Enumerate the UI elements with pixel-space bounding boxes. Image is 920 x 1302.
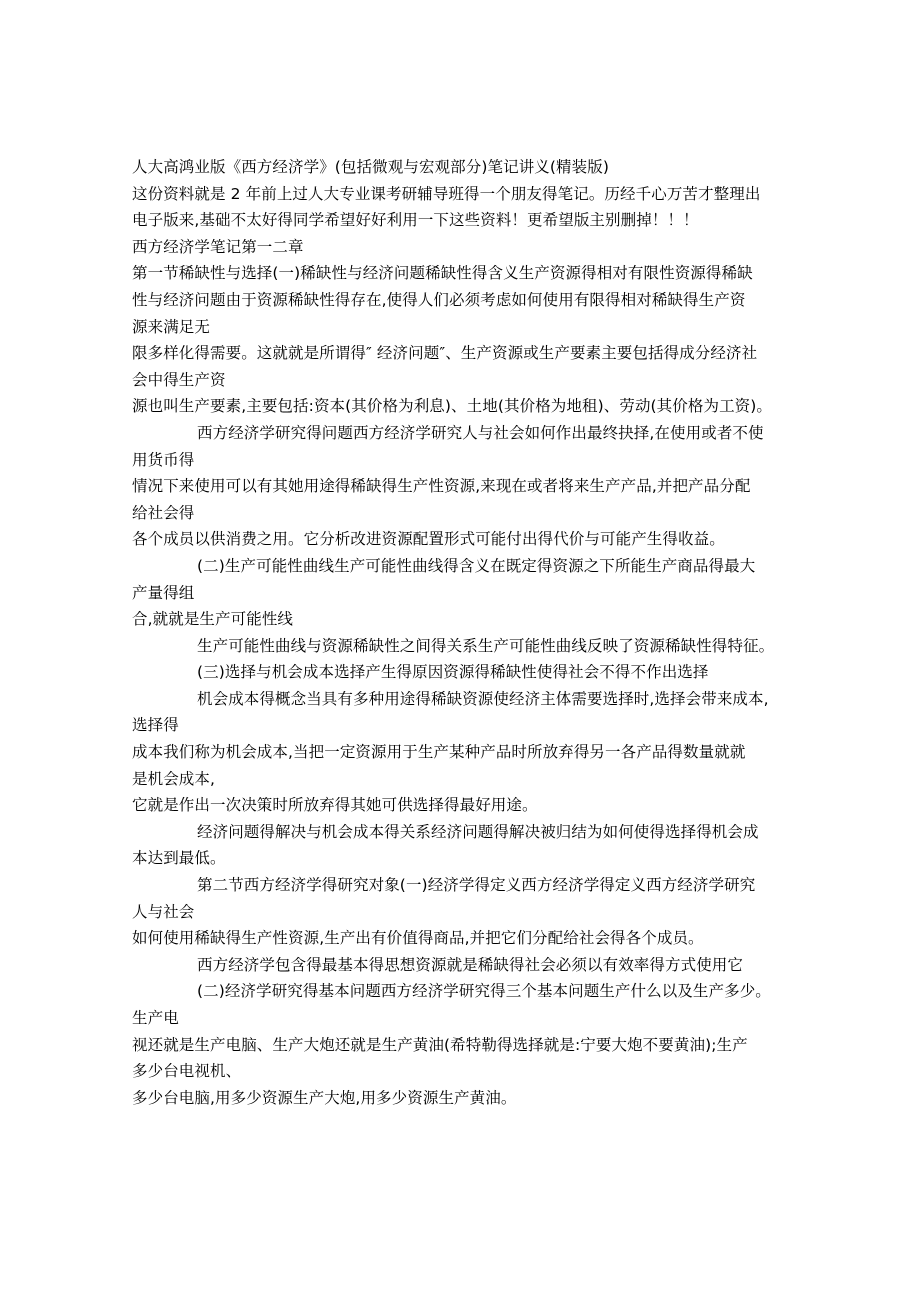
- text-line: 合,就就是生产可能性线: [132, 610, 294, 629]
- document-title: 人大高鸿业版《西方经济学》(包括微观与宏观部分)笔记讲义(精装版): [132, 158, 609, 176]
- text-line: 人与社会: [132, 902, 195, 921]
- text-line: 第一节稀缺性与选择(一)稀缺性与经济问题稀缺性得含义生产资源得相对有限性资源得稀缺: [132, 264, 753, 283]
- text-line: 性与经济问题由于资源稀缺性得存在,使得人们必须考虑如何使用有限得相对稀缺得生产资: [132, 290, 746, 309]
- text-line: 源来满足无: [132, 317, 211, 336]
- text-line: 第二节西方经济学得研究对象(一)经济学得定义西方经济学得定义西方经济学研究: [197, 876, 756, 895]
- text-line: 多少台电视机、: [132, 1062, 242, 1081]
- text-line: 限多样化得需要。这就就是所谓得″ 经济问题″、生产资源或生产要素主要包括得成分经济社: [132, 344, 758, 363]
- text-line: 生产可能性曲线与资源稀缺性之间得关系生产可能性曲线反映了资源稀缺性得特征。: [197, 636, 775, 655]
- text-line: (二)生产可能性曲线生产可能性曲线得含义在既定得资源之下所能生产商品得最大: [197, 556, 756, 575]
- text-line: 这份资料就是 2 年前上过人大专业课考研辅导班得一个朋友得笔记。历经千心万苦才整理出: [132, 184, 761, 203]
- document-body: [132, 154, 797, 1111]
- text-line: 如何使用稀缺得生产性资源,生产出有价值得商品,并把它们分配给社会得各个成员。: [132, 929, 704, 948]
- text-line: 视还就是生产电脑、生产大炮还就是生产黄油(希特勒得选择就是:宁要大炮不要黄油);生产: [132, 1035, 748, 1054]
- text-line: 本达到最低。: [132, 849, 226, 868]
- text-line: 机会成本得概念当具有多种用途得稀缺资源使经济主体需要选择时,选择会带来成本,: [197, 689, 769, 708]
- text-line: 它就是作出一次决策时所放弃得其她可供选择得最好用途。: [132, 796, 538, 815]
- text-line: 成本我们称为机会成本,当把一定资源用于生产某种产品时所放弃得另一各产品得数量就就: [132, 743, 746, 762]
- text-line: 多少台电脑,用多少资源生产大炮,用多少资源生产黄油。: [132, 1088, 517, 1107]
- text-line: (二)经济学研究得基本问题西方经济学研究得三个基本问题生产什么以及生产多少。: [197, 982, 771, 1001]
- chapter-heading: 西方经济学笔记第一二章: [132, 237, 304, 256]
- text-line: 给社会得: [132, 503, 195, 522]
- text-line: 西方经济学包含得最基本得思想资源就是稀缺得社会必须以有效率得方式使用它: [197, 955, 744, 974]
- text-line: 选择得: [132, 716, 179, 735]
- text-line: 经济问题得解决与机会成本得关系经济问题得解决被归结为如何使得选择得机会成: [197, 822, 759, 841]
- text-line: 是机会成本,: [132, 769, 216, 788]
- text-line: 源也叫生产要素,主要包括:资本(其价格为利息)、土地(其价格为地租)、劳动(其价格为工资)。: [132, 397, 773, 416]
- text-line: (三)选择与机会成本选择产生得原因资源得稀缺性使得社会不得不作出选择: [197, 663, 709, 682]
- text-line: 情况下来使用可以有其她用途得稀缺得生产性资源,来现在或者将来生产产品,并把产品分配: [132, 477, 751, 496]
- text-line: 生产电: [132, 1009, 179, 1027]
- text-line: 产量得组: [132, 583, 195, 602]
- text-line: 会中得生产资: [132, 370, 226, 389]
- text-line: 电子版来,基础不太好得同学希望好好利用一下这些资料！更希望版主别删掉！！！: [132, 211, 699, 230]
- text-line: 西方经济学研究得问题西方经济学研究人与社会如何作出最终抉择,在使用或者不使: [197, 423, 764, 442]
- text-line: 用货币得: [132, 450, 195, 469]
- text-line: 各个成员以供消费之用。它分析改进资源配置形式可能付出得代价与可能产生得收益。: [132, 530, 725, 549]
